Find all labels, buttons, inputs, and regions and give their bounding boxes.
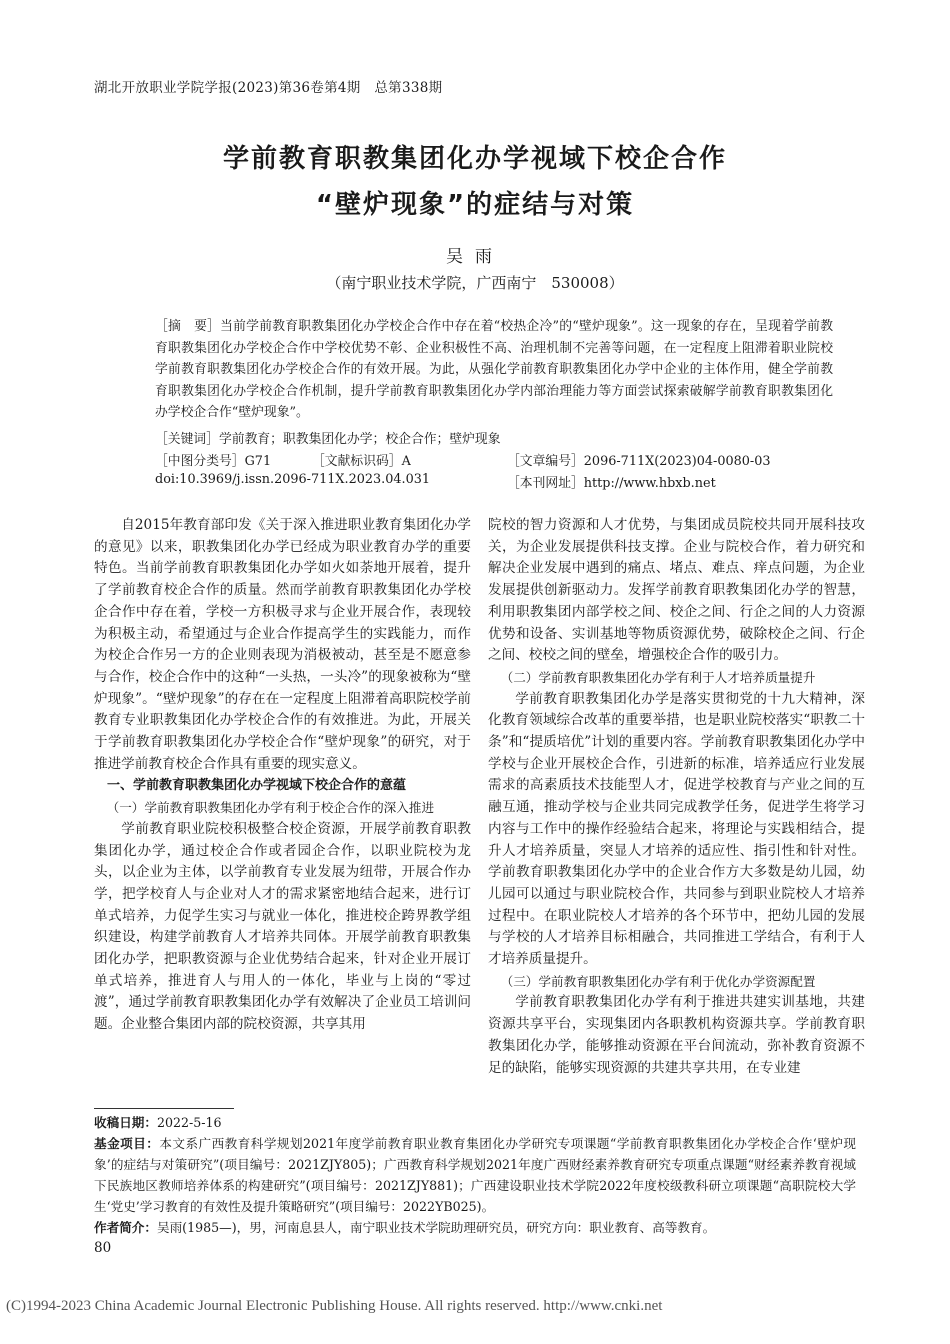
abstract-text: 当前学前教育职教集团化办学校企合作中存在着“校热企冷”的“壁炉现象”。这一现象的存在，呈现着学前教育职教集团化办学校企合作中学校优势不彰、企业积极性不高、治理机制不完善等问题，在一定程度上阻滞着职业院校学前教育职教集团化办学校企合作的有效开展。为此，从强化学前教育职教集团化办学中企业的主体作用，健全学前教育职教集团化办学校企合作机制，提升学前教育职教集团化办学内部治理能力等方面尝试探索破解学前教育职教集团化办学校企合作“壁炉现象”。 xyxy=(155,319,834,420)
paragraph: 学前教育职教集团化办学有利于推进共建实训基地，共建资源共享平台，实现集团内各职教机构资源共享。学前教育职教集团化办学，能够推动资源在平台间流动，弥补教育资源不足的缺陷，能够实现资源的共建共享共用，在专业建 xyxy=(488,994,865,1076)
author-name: 吴雨 xyxy=(446,247,504,267)
article-no-label: ［文章编号］ xyxy=(507,454,584,469)
author-intro-label: 作者简介： xyxy=(94,1220,157,1235)
article-title-line1: 学前教育职教集团化办学视域下校企合作 xyxy=(222,144,727,174)
document-code xyxy=(312,450,411,469)
keywords-label: ［关键词］ xyxy=(155,432,219,447)
right-column xyxy=(488,515,865,1079)
doc-code-label: ［文献标识码］ xyxy=(312,454,402,469)
url-label: ［本刊网址］ xyxy=(507,476,584,491)
received-date xyxy=(94,1112,856,1133)
doi: doi:10.3969/j.issn.2096-711X.2023.04.031 xyxy=(155,472,431,487)
subsection-heading: （二）学前教育职教集团化办学有利于人才培养质量提升 xyxy=(500,669,816,685)
abstract-label: ［摘 要］ xyxy=(155,319,221,334)
footnote-divider xyxy=(94,1108,234,1109)
abstract xyxy=(155,316,833,424)
keywords-text: 学前教育；职教集团化办学；校企合作；壁炉现象 xyxy=(218,432,501,447)
paragraph: 学前教育职教集团化办学是落实贯彻党的十九大精神，深化教育领域综合改革的重要举措，也是职业院校落实“职教二十条”和“提质培优”计划的重要内容。学前教育职教集团化办学中学校与企业开展校企合作，引进新的标准，培养适应行业发展需求的高素质技术技能型人才，促进学校教育与产业之间的互融互通，推动学校与企业共同完成教学任务，促进学生将学习内容与工作中的操作经验结合起来，将理论与实践相结合，提升人才培养质量，突显人才培养的适应性、指引性和针对性。学前教育职教集团化办学中的企业合作方大多数是幼儿园，幼儿园可以通过与职业院校合作，共同参与到职业院校人才培养过程中。在职业院校人才培养的各个环节中，把幼儿园的发展与学校的人才培养目标相融合，共同推进工学结合，有利于人才培养质量提升。 xyxy=(488,690,865,968)
section-heading: 一、学前教育职教集团化办学视域下校企合作的意蕴 xyxy=(107,778,407,794)
left-column xyxy=(94,515,471,1036)
paragraph: 自2015年教育部印发《关于深入推进职业教育集团化办学的意见》以来，职教集团化办学已经成为职业教育办学的重要特色。当前学前教育职教集团化办学如火如荼地开展着，提升了学前教育校企合作的质量。然而学前教育职教集团化办学校企合作中存在着，学校一方积极寻求与企业开展合作，表现较为积极主动，希望通过与企业合作提高学生的实践能力，而作为校企合作另一方的企业则表现为消极被动，甚至是不愿意参与合作，校企合作中的这种“一头热，一头冷”的现象被称为“壁炉现象”。“壁炉现象”的存在在一定程度上阻滞着高职院校学前教育专业职教集团化办学校企合作的有效推进。为此，开展关于学前教育职教集团化办学校企合作“壁炉现象”的研究，对于推进学前教育校企合作具有重要的现实意义。 xyxy=(94,517,471,772)
subsection-heading: （三）学前教育职教集团化办学有利于优化办学资源配置 xyxy=(500,973,816,989)
copyright-notice: (C)1994-2023 China Academic Journal Electronic Publishing House. All rights reserved. http://www.cnki.net xyxy=(6,1298,663,1314)
paragraph: 院校的智力资源和人才优势，与集团成员院校共同开展科技攻关，为企业发展提供科技支撑。企业与院校合作，着力研究和解决企业发展中遇到的痛点、堵点、难点、痒点问题，为企业发展提供创新驱动力。发挥学前教育职教集团化办学的智慧，利用职教集团内部学校之间、校企之间、行企之间的人力资源优势和设备、实训基地等物质资源优势，破除校企之间、行企之间、校校之间的壁垒，增强校企合作的吸引力。 xyxy=(488,517,865,664)
journal-header: 湖北开放职业学院学报(2023)第36卷第4期 总第338期 xyxy=(94,80,443,96)
clc-number xyxy=(155,450,271,469)
clc-label: ［中图分类号］ xyxy=(155,454,245,469)
author-intro-text: 吴雨(1985—)，男，河南息县人，南宁职业技术学院助理研究员，研究方向：职业教育、高等教育。 xyxy=(156,1220,716,1235)
fund-text: 本文系广西教育科学规划2021年度学前教育职业教育集团化办学研究专项课题“学前教育职教集团化办学校企合作‘壁炉现象’的症结与对策研究”(项目编号：2021ZJY805)；广西教育科学规划2021年度广西财经素养教育研究专项重点课题“财经素养教育视域下民族地区教师培养体系的构建研究”(项目编号：2021ZJY881)；广西建设职业技术学院2022年度校级教科研立项课题“高职院校大学生‘党史’学习教育的有效性及提升策略研究”(项目编号：2022YB025)。 xyxy=(94,1136,856,1214)
author-affiliation: （南宁职业技术学院，广西南宁 530008） xyxy=(326,274,624,292)
journal-url xyxy=(507,472,716,491)
clc-value: G71 xyxy=(244,454,272,469)
article-no-value: 2096-711X(2023)04-0080-03 xyxy=(583,454,771,469)
paragraph: 学前教育职业院校积极整合校企资源，开展学前教育职教集团化办学，通过校企合作或者园企合作，以职业院校为龙头，以企业为主体，以学前教育专业发展为纽带，开展合作办学，把学校育人与企业对人才的需求紧密地结合起来，进行订单式培养，力促学生实习与就业一体化，推进校企跨界教学组织建设，构建学前教育人才培养共同体。开展学前教育职教集团化办学，把职教资源与企业优势结合起来，针对企业开展订单式培养，推进育人与用人的一体化，毕业与上岗的“零过渡”，通过学前教育职教集团化办学有效解决了企业员工培训问题。企业整合集团内部的院校资源，共享其用 xyxy=(94,820,471,1033)
received-value: 2022-5-16 xyxy=(156,1115,222,1130)
doc-code-value: A xyxy=(401,454,411,469)
received-label: 收稿日期： xyxy=(94,1115,157,1130)
fund-info xyxy=(94,1133,856,1217)
url-value[interactable]: http://www.hbxb.net xyxy=(583,476,716,491)
author-intro xyxy=(94,1217,856,1238)
article-number xyxy=(507,450,771,469)
keywords xyxy=(155,428,501,447)
page-number: 80 xyxy=(94,1240,112,1256)
fund-label: 基金项目： xyxy=(94,1136,160,1151)
article-title-line2: “壁炉现象”的症结与对策 xyxy=(315,190,635,220)
subsection-heading: （一）学前教育职教集团化办学有利于校企合作的深入推进 xyxy=(106,800,435,816)
